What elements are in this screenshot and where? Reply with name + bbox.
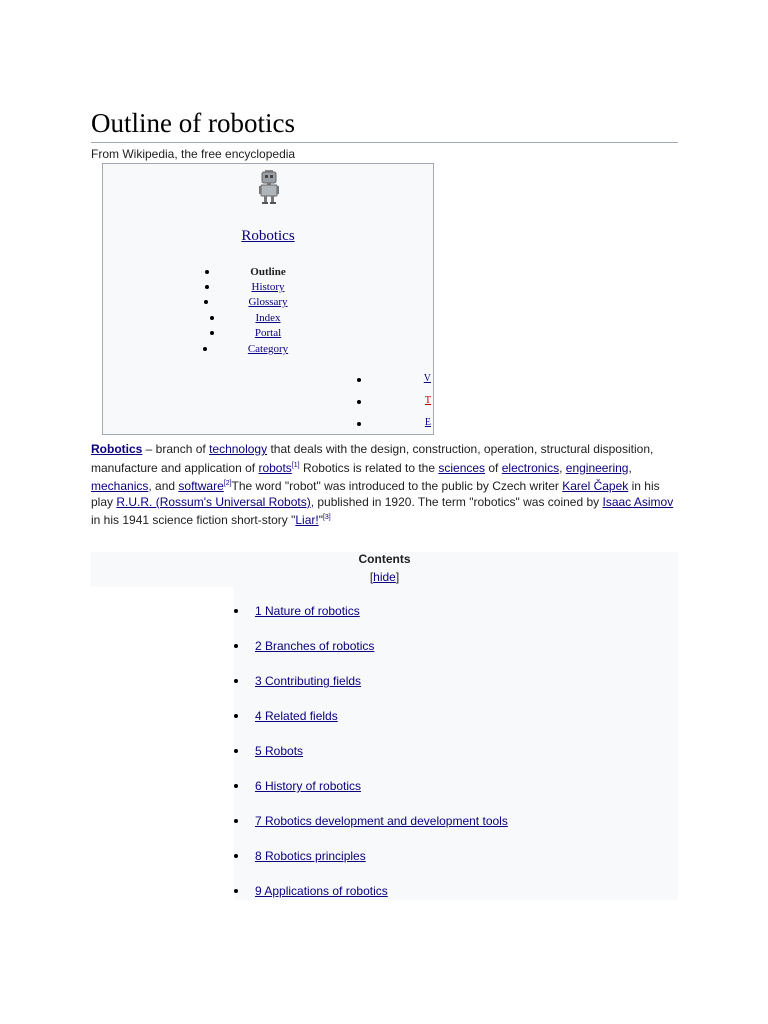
text-run: Robotics is related to the	[299, 460, 439, 475]
link-rur[interactable]: R.U.R. (Rossum's Universal Robots)	[116, 494, 311, 509]
list-bullet	[234, 819, 238, 823]
link-engineering[interactable]: engineering	[565, 460, 629, 475]
text-run: – branch of	[142, 442, 210, 456]
toc-item-applications[interactable]: 9 Applications of robotics	[255, 884, 388, 898]
text-run: of	[485, 460, 502, 475]
toc-item-history[interactable]: 6 History of robotics	[255, 779, 362, 793]
list-bullet	[204, 300, 208, 304]
text-run: , and	[148, 479, 179, 493]
table-of-contents	[91, 552, 678, 900]
link-technology[interactable]: technology	[209, 442, 268, 456]
robotics-infobox-title-link[interactable]: Robotics	[241, 228, 295, 244]
list-bullet	[205, 270, 209, 274]
list-bullet	[203, 347, 207, 351]
site-tagline: From Wikipedia, the free encyclopedia	[91, 147, 296, 161]
infobox-item-link[interactable]: Category	[247, 343, 289, 355]
list-bullet	[210, 331, 214, 335]
infobox-item-label: Outline	[250, 266, 286, 278]
toc-bracket: ]	[395, 570, 400, 584]
toc-bracket: [	[369, 570, 374, 584]
navbox-talk-link[interactable]: T	[424, 395, 431, 406]
title-divider	[91, 142, 678, 143]
list-bullet	[234, 644, 238, 648]
list-bullet	[205, 285, 209, 289]
toc-heading: Contents	[358, 552, 411, 566]
toc-item-principles[interactable]: 8 Robotics principles	[255, 849, 366, 863]
toc-blank-area	[91, 587, 234, 900]
link-liar[interactable]: Liar!	[295, 513, 319, 527]
toc-item-branches[interactable]: 2 Branches of robotics	[255, 639, 375, 653]
list-bullet	[234, 609, 238, 613]
list-bullet	[234, 889, 238, 893]
list-bullet	[357, 378, 361, 382]
toc-toggle	[91, 570, 678, 584]
link-isaac-asimov[interactable]: Isaac Asimov	[602, 494, 674, 509]
lead-term: Robotics	[91, 442, 143, 456]
text-run: The word "robot" was introduced to the public by Czech writer	[231, 479, 563, 493]
lead-paragraph	[91, 442, 681, 529]
toc-item-development-tools[interactable]: 7 Robotics development and development tools	[255, 814, 508, 828]
infobox-item-link[interactable]: Portal	[254, 327, 282, 339]
infobox-item-portal[interactable]	[103, 326, 433, 340]
infobox-item-link[interactable]: History	[251, 281, 285, 293]
list-bullet	[210, 316, 214, 320]
text-run: "	[318, 513, 323, 527]
robot-icon	[259, 170, 279, 204]
citation-2[interactable]: [2]	[223, 480, 232, 487]
link-karel-capek[interactable]: Karel Čapek	[562, 479, 629, 493]
infobox-item-category[interactable]	[103, 342, 433, 356]
text-run: ,	[628, 460, 632, 475]
link-mechanics[interactable]: mechanics	[91, 479, 149, 493]
citation-1[interactable]: [1]	[291, 461, 300, 469]
infobox-item-glossary[interactable]	[103, 295, 433, 309]
link-sciences[interactable]: sciences	[438, 460, 486, 475]
infobox-item-outline	[103, 265, 433, 279]
list-bullet	[234, 749, 238, 753]
page-title: Outline of robotics	[91, 108, 295, 138]
infobox-item-index[interactable]	[103, 311, 433, 325]
infobox-item-link[interactable]: Glossary	[248, 296, 288, 308]
text-run: ,	[559, 460, 566, 475]
list-bullet	[357, 422, 361, 426]
list-bullet	[234, 679, 238, 683]
toc-item-robots[interactable]: 5 Robots	[255, 744, 304, 758]
toc-item-nature[interactable]: 1 Nature of robotics	[255, 604, 360, 618]
toc-item-related-fields[interactable]: 4 Related fields	[255, 709, 338, 723]
link-electronics[interactable]: electronics	[501, 460, 560, 475]
list-bullet	[357, 400, 361, 404]
infobox-item-history[interactable]	[103, 280, 433, 294]
list-bullet	[234, 784, 238, 788]
toc-hide-link[interactable]: hide	[373, 570, 396, 584]
infobox-item-link[interactable]: Index	[255, 312, 281, 324]
list-bullet	[234, 854, 238, 858]
text-run: in his 1941 science fiction short-story "	[91, 513, 296, 527]
list-bullet	[234, 714, 238, 718]
text-run: in his play	[91, 479, 660, 509]
robotics-sidebar-infobox	[102, 163, 434, 435]
link-robots[interactable]: robots	[258, 460, 292, 475]
toc-item-contributing-fields[interactable]: 3 Contributing fields	[255, 674, 362, 688]
navbox-edit-link[interactable]: E	[424, 417, 431, 428]
text-run: , published in 1920. The term "robotics" was coined by	[310, 494, 603, 509]
link-software[interactable]: software	[178, 479, 224, 493]
text-run: that deals with the design, construction, operation, structural disposition, manufacture and application of	[91, 442, 654, 475]
navbox-view-link[interactable]: V	[423, 373, 431, 384]
citation-3[interactable]: [3]	[322, 514, 331, 521]
